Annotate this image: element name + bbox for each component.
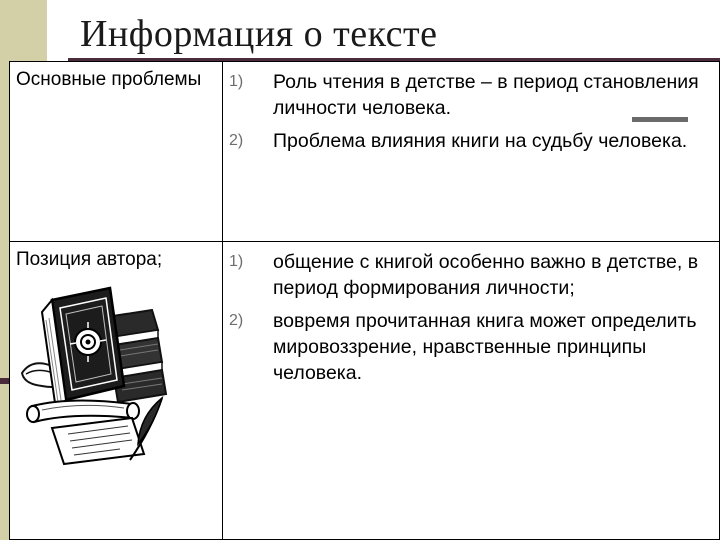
list-item-text: Проблема влияния книги на судьбу человека. <box>273 130 688 152</box>
list-item <box>229 249 713 301</box>
slide-title: Информация о тексте <box>80 13 438 55</box>
list-item <box>229 69 713 121</box>
list-item-text: вовремя прочитанная книга может определить мировоззрение, нравственные принципы человека. <box>273 310 697 384</box>
list-item-number: 2) <box>229 312 244 329</box>
table-row <box>10 62 720 242</box>
list-item-number: 2) <box>229 132 244 149</box>
list-item <box>229 308 713 386</box>
problems-list <box>223 62 720 242</box>
author-position-list <box>223 242 720 540</box>
row-label-main-problems: Основные проблемы <box>10 62 223 242</box>
list-item-number: 1) <box>229 73 244 90</box>
books-and-scrolls-icon <box>12 278 182 468</box>
list-item-text: Роль чтения в детстве – в период становления личности человека. <box>273 71 699 119</box>
list-item-number: 1) <box>229 253 244 270</box>
row-label-author-position: Позиция автора; <box>10 242 223 540</box>
list-item-text: общение с книгой особенно важно в детстве, в период формирования личности; <box>273 251 699 299</box>
list-item <box>229 128 713 154</box>
accent-underline <box>632 117 688 122</box>
